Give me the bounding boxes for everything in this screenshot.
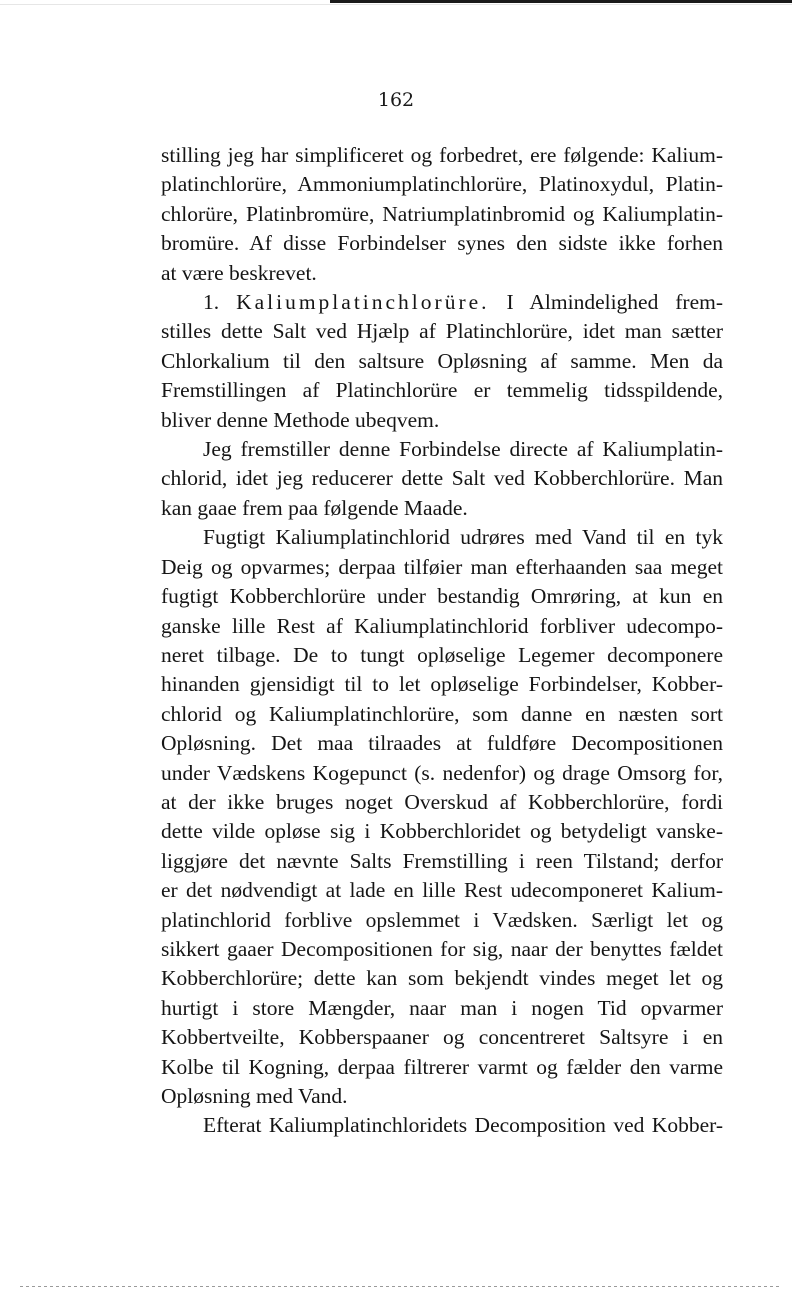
paragraph: [161, 523, 723, 1111]
text-line: Chlorkalium til den saltsure Opløsning af samme. Men da: [161, 348, 723, 373]
text-line: Kobbertveilte, Kobberspaaner og concentreret Saltsyre i en: [161, 1025, 723, 1050]
text-line: stilles dette Salt ved Hjælp af Platinchlorüre, idet man sætter: [161, 319, 723, 344]
text-line: Efterat Kaliumplatinchloridets Decomposition ved Kobber-: [203, 1113, 723, 1138]
text-line: Opløsning. Det maa tilraades at fuldføre Decompositionen: [161, 731, 723, 756]
text-line: bliver denne Methode ubeqvem.: [161, 407, 440, 432]
body-text: [161, 141, 723, 1141]
bottom-edge-rule: [20, 1286, 782, 1287]
top-edge-rule: [330, 0, 792, 3]
text-line: Kolbe til Kogning, derpaa filtrerer varmt og fælder den varme: [161, 1054, 723, 1079]
section-heading-line: [161, 288, 723, 317]
text-line: bromüre. Af disse Forbindelser synes den sidste ikke forhen: [161, 231, 723, 256]
text-line: at der ikke bruges noget Overskud af Kobberchlorüre, fordi: [161, 789, 723, 814]
text-line: neret tilbage. De to tungt opløselige Legemer decomponere: [161, 642, 723, 667]
text-line: Deig og opvarmes; derpaa tilføier man efterhaanden saa meget: [161, 554, 723, 579]
paragraph: [161, 435, 723, 523]
paragraph: [161, 1111, 723, 1140]
paragraph: [161, 141, 723, 288]
text-line: sikkert gaaer Decompositionen for sig, naar der benyttes fældet: [161, 936, 723, 961]
text-fragment: I Almindelighed frem-: [506, 290, 724, 315]
text-line: hinanden gjensidigt til to let opløselige Forbindelser, Kobber-: [161, 672, 723, 697]
text-line: liggjøre det nævnte Salts Fremstilling i reen Tilstand; derfor: [161, 848, 723, 873]
text-line: dette vilde opløse sig i Kobberchloridet og betydeligt vanske-: [161, 819, 723, 844]
text-line: under Vædskens Kogepunct (s. nedenfor) og drage Omsorg for,: [161, 760, 723, 785]
text-line: chlorid og Kaliumplatinchlorüre, som danne en næsten sort: [161, 701, 723, 726]
text-line: fugtigt Kobberchlorüre under bestandig Omrøring, at kun en: [161, 584, 723, 609]
text-line: kan gaae frem paa følgende Maade.: [161, 495, 468, 520]
text-line: Jeg fremstiller denne Forbindelse directe af Kaliumplatin-: [203, 437, 723, 462]
text-line: platinchlorid forblive opslemmet i Vædsken. Særligt let og: [161, 907, 723, 932]
page-number: 162: [377, 89, 415, 111]
section-heading: Kaliumplatinchlorüre.: [236, 290, 490, 315]
text-line: chlorid, idet jeg reducerer dette Salt ved Kobberchlorüre. Man: [161, 466, 723, 491]
text-line: er det nødvendigt at lade en lille Rest udecomponeret Kalium-: [161, 878, 723, 903]
text-line: Fugtigt Kaliumplatinchlorid udrøres med Vand til en tyk: [203, 525, 723, 550]
text-line: ganske lille Rest af Kaliumplatinchlorid forbliver udecompo-: [161, 613, 723, 638]
text-line: hurtigt i store Mængder, naar man i nogen Tid opvarmer: [161, 995, 723, 1020]
top-edge-shadow: [0, 4, 792, 5]
text-line: platinchlorüre, Ammoniumplatinchlorüre, Platinoxydul, Platin-: [161, 172, 723, 197]
text-line: Fremstillingen af Platinchlorüre er temmelig tidsspildende,: [161, 378, 723, 403]
text-line: chlorüre, Platinbromüre, Natriumplatinbromid og Kaliumplatin-: [161, 201, 723, 226]
text-line: Kobberchlorüre; dette kan som bekjendt vindes meget let og: [161, 966, 723, 991]
text-line: Opløsning med Vand.: [161, 1084, 348, 1108]
section-number: 1.: [203, 290, 220, 315]
text-line: at være beskrevet.: [161, 260, 317, 285]
text-line: stilling jeg har simplificeret og forbedret, ere følgende: Kalium-: [161, 143, 723, 167]
paragraph: [161, 288, 723, 435]
